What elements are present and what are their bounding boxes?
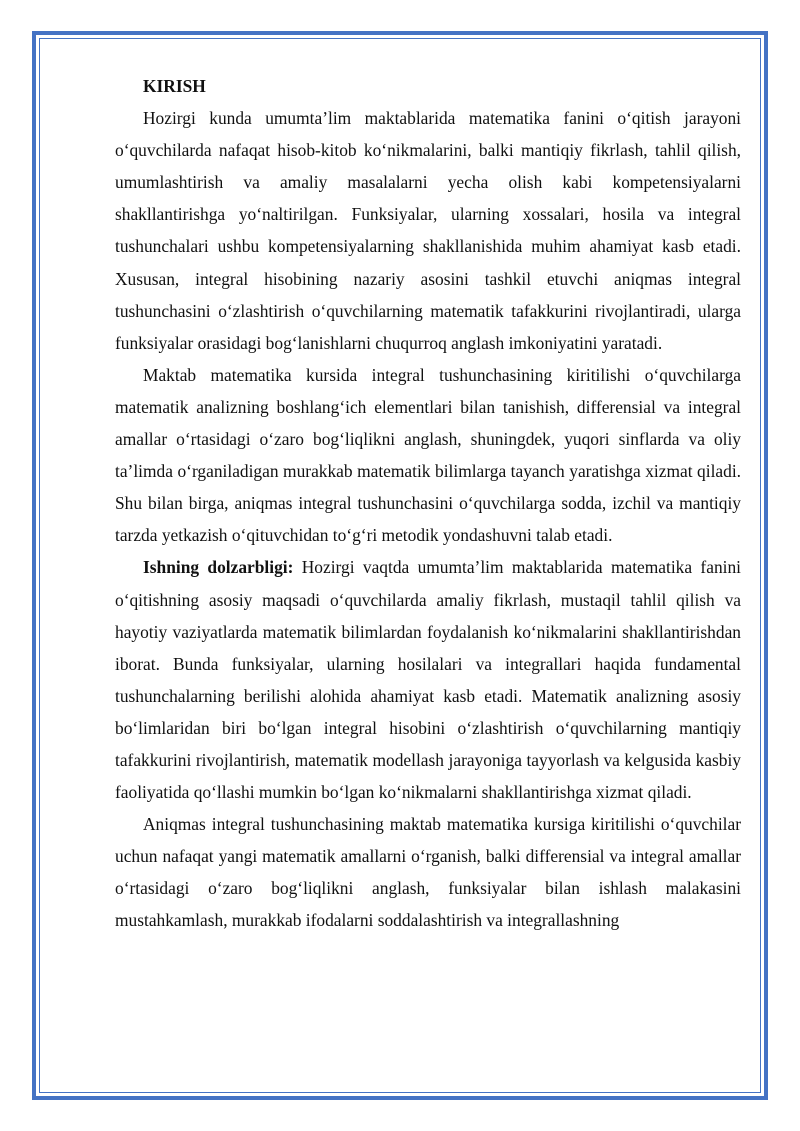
paragraph-1-text: Hozirgi kunda umumta’lim maktablarida matematika fanini o‘qitish jarayoni o‘quvchilarda nafaqat hisob-kitob ko‘nikmalarini, balki mantiqiy fikrlash, tahlil qilish, umumlashtirish va amaliy masalalarni yecha olish kabi kompetensiyalarni shakllantirishga yo‘naltirilgan. Funksiyalar, ularning xossalari, hosila va integral tushunchalari ushbu kompetensiyalarning shakllanishida muhim ahamiyat kasb etadi. Xususan, integral hisobining nazariy asosini tashkil etuvchi aniqmas integral tushunchasini o‘zlashtirish o‘quvchilarning matematik tafakkurini rivojlantiradi, ularga funksiyalar orasidagi bog‘lanishlarni chuqurroq anglash imkoniyatini yaratadi. (115, 108, 741, 353)
paragraph-2-text: Maktab matematika kursida integral tushunchasining kiritilishi o‘quvchilarga matematik analizning boshlang‘ich elementlari bilan tanishish, differensial va integral amallar o‘rtasidagi o‘zaro bog‘liqlikni anglash, shuningdek, yuqori sinflarda va oliy ta’limda o‘rganiladigan murakkab matematik bilimlarga tayanch yaratishga xizmat qiladi. Shu bilan birga, aniqmas integral tushunchasini o‘quvchilarga sodda, izchil va mantiqiy tarzda yetkazish o‘qituvchidan to‘g‘ri metodik yondashuvni talab etadi. (115, 364, 741, 546)
paragraph-3-lead: Ishning dolzarbligi: (143, 557, 294, 578)
paragraph-1 (115, 102, 741, 359)
paragraph-4 (115, 808, 741, 936)
document-body (115, 70, 741, 937)
paragraph-2 (115, 359, 741, 552)
section-heading: KIRISH (143, 76, 206, 96)
paragraph-3-text: Hozirgi vaqtda umumta’lim maktablarida matematika fanini o‘qitishning asosiy maqsadi o‘quvchilarda amaliy fikrlash, mustaqil tahlil qilish va hayotiy vaziyatlarda matematik bilimlardan foydalanish ko‘nikmalarini shakllantirishdan iborat. Bunda funksiyalar, ularning hosilalari va integrallari haqida fundamental tushunchalarning berilishi alohida ahamiyat kasb etadi. Matematik analizning asosiy bo‘limlaridan biri bo‘lgan integral hisobini o‘zlashtirish o‘quvchilarning mantiqiy tafakkurini rivojlantirish, matematik modellash jarayoniga tayyorlash va kelgusida kasbiy faoliyatida qo‘llashi mumkin bo‘lgan ko‘nikmalarni shakllantirishga xizmat qiladi. (115, 557, 741, 803)
paragraph-4-text: Aniqmas integral tushunchasining maktab matematika kursiga kiritilishi o‘quvchilar uchun nafaqat yangi matematik amallarni o‘rganish, balki differensial va integral amallar o‘rtasidagi o‘zaro bog‘liqlikni anglash, funksiyalar bilan ishlash malakasini mustahkamlash, murakkab ifodalarni soddalashtirish va integrallashning (115, 814, 741, 931)
paragraph-3 (115, 551, 741, 808)
